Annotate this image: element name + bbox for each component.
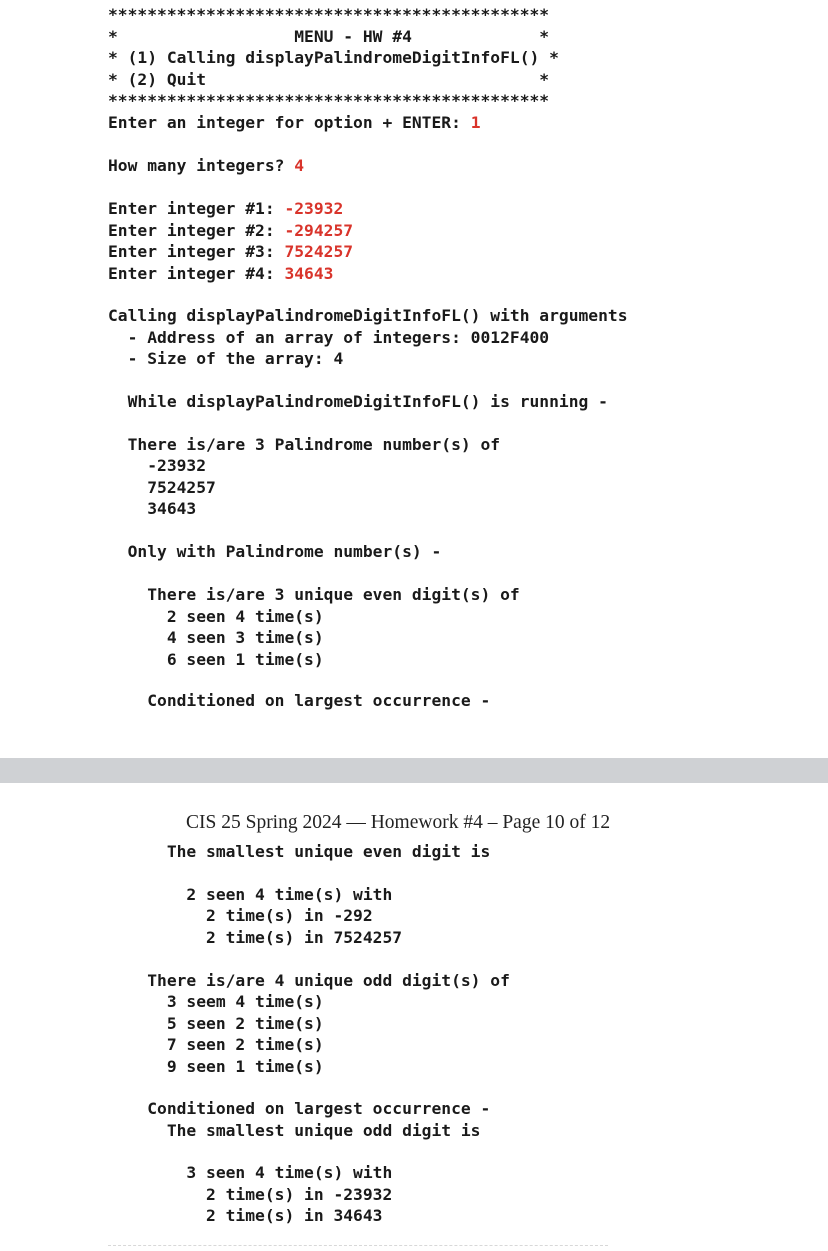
- integer-prompt: Enter integer #3:: [108, 242, 285, 261]
- option-value: 1: [470, 113, 481, 132]
- odd-conditioned: Conditioned on largest occurrence -: [108, 1099, 491, 1118]
- integer-value: 34643: [284, 263, 334, 283]
- odd-smallest: The smallest unique odd digit is: [108, 1120, 481, 1140]
- option-prompt-line: [108, 112, 481, 134]
- menu-title-line: * MENU - HW #4 *: [108, 26, 550, 46]
- integer-prompt-line: [108, 198, 343, 220]
- even-detail: 2 time(s) in -292: [108, 906, 373, 925]
- option-prompt: Enter an integer for option + ENTER:: [108, 113, 471, 132]
- even-detail: 2 time(s) in 7524257: [108, 927, 403, 947]
- page-separator: [0, 758, 828, 783]
- menu-option-2: * (2) Quit *: [108, 69, 550, 89]
- page-bottom-rule: [108, 1245, 608, 1246]
- even-smallest: The smallest unique even digit is: [108, 842, 491, 861]
- even-conditioned: Conditioned on largest occurrence -: [108, 691, 491, 710]
- integer-prompt: Enter integer #2:: [108, 220, 285, 240]
- menu-border-top: *********************************************: [108, 5, 550, 24]
- odd-item: 9 seen 1 time(s): [108, 1056, 324, 1076]
- palindrome-item: 34643: [108, 499, 197, 518]
- odd-header: There is/are 4 unique odd digit(s) of: [108, 970, 510, 990]
- console-output-bottom: [108, 841, 510, 1228]
- odd-detail: 2 time(s) in -23932: [108, 1184, 393, 1204]
- call-line-2: - Address of an array of integers: 0012F400: [108, 327, 550, 347]
- count-prompt-line: [108, 155, 304, 177]
- even-header: There is/are 3 unique even digit(s) of: [108, 585, 520, 604]
- even-item: 6 seen 1 time(s): [108, 649, 324, 669]
- count-value: 4: [294, 156, 305, 175]
- integer-prompt-line: [108, 241, 353, 263]
- document-page-bottom: [0, 783, 828, 1251]
- palindrome-header: There is/are 3 Palindrome number(s) of: [108, 434, 501, 454]
- integer-prompt: Enter integer #4:: [108, 263, 285, 283]
- odd-item: 7 seen 2 time(s): [108, 1035, 324, 1054]
- call-line-1: Calling displayPalindromeDigitInfoFL() with arguments: [108, 306, 628, 325]
- palindrome-item: -23932: [108, 456, 207, 475]
- even-item: 4 seen 3 time(s): [108, 628, 324, 647]
- running-line: While displayPalindromeDigitInfoFL() is running -: [108, 392, 608, 411]
- odd-item: 3 seem 4 time(s): [108, 992, 324, 1011]
- odd-detail: 2 time(s) in 34643: [108, 1206, 383, 1225]
- integer-prompt-line: [108, 263, 333, 285]
- integer-value: 7524257: [284, 242, 354, 261]
- even-item: 2 seen 4 time(s): [108, 606, 324, 626]
- menu-option-1: * (1) Calling displayPalindromeDigitInfoFL() *: [108, 48, 559, 67]
- page-header: CIS 25 Spring 2024 — Homework #4 – Page 10 of 12: [186, 812, 611, 833]
- console-output-top: [108, 4, 628, 778]
- even-seen: 2 seen 4 time(s) with: [108, 884, 393, 904]
- odd-item: 5 seen 2 time(s): [108, 1013, 324, 1033]
- odd-seen: 3 seen 4 time(s) with: [108, 1163, 393, 1182]
- integer-prompt-line: [108, 220, 353, 242]
- only-with-palindrome: Only with Palindrome number(s) -: [108, 542, 442, 561]
- integer-prompt: Enter integer #1:: [108, 199, 285, 218]
- integer-value: -294257: [284, 220, 354, 240]
- palindrome-item: 7524257: [108, 477, 216, 497]
- count-prompt: How many integers?: [108, 156, 295, 175]
- call-line-3: - Size of the array: 4: [108, 349, 344, 368]
- menu-border-bottom: *********************************************: [108, 91, 550, 110]
- integer-value: -23932: [284, 199, 344, 218]
